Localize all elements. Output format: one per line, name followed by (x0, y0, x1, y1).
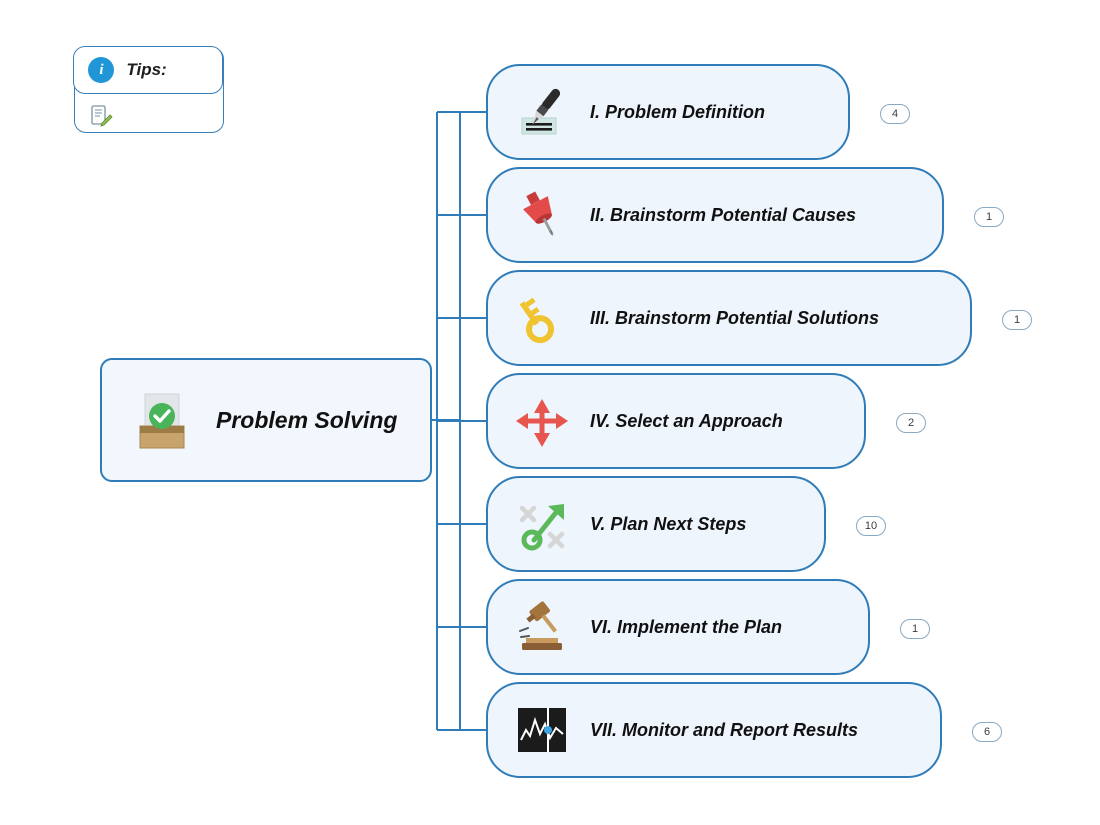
topic-label-1: I. Problem Definition (590, 101, 766, 122)
topic-node-4[interactable] (486, 373, 915, 469)
topic-label-3: III. Brainstorm Potential Solutions (590, 307, 880, 328)
inbox-check-icon (128, 386, 196, 454)
topic-node-1[interactable] (486, 64, 899, 160)
topic-node-6[interactable] (486, 579, 919, 675)
topic-badge-7[interactable]: 6 (972, 722, 1002, 742)
fountain-pen-icon (512, 82, 572, 142)
topic-badge-1[interactable]: 4 (880, 104, 910, 124)
tips-label: Tips: (126, 60, 167, 80)
tips-box[interactable] (74, 47, 224, 133)
topic-badge-5[interactable]: 10 (856, 516, 886, 536)
central-node[interactable] (100, 358, 432, 482)
topic-label-5: V. Plan Next Steps (590, 513, 747, 534)
topic-node-3[interactable] (486, 270, 1021, 366)
key-icon (512, 288, 572, 348)
central-title: Problem Solving (216, 406, 398, 433)
chart-monitor-icon (512, 700, 572, 760)
topic-badge-4[interactable]: 2 (896, 413, 926, 433)
info-icon: i (88, 57, 114, 83)
arrows-fork-icon (512, 391, 572, 451)
tips-header (73, 46, 223, 94)
topic-label-4: IV. Select an Approach (590, 410, 783, 431)
topic-node-2[interactable] (486, 167, 993, 263)
topic-node-5[interactable] (486, 476, 878, 572)
topic-badge-2[interactable]: 1 (974, 207, 1004, 227)
topic-badge-3[interactable]: 1 (1002, 310, 1032, 330)
note-document-icon (89, 104, 113, 128)
pushpin-icon (512, 185, 572, 245)
topic-node-7[interactable] (486, 682, 991, 778)
topic-label-2: II. Brainstorm Potential Causes (590, 204, 857, 225)
arrow-target-icon (512, 494, 572, 554)
gavel-icon (512, 597, 572, 657)
topic-label-6: VI. Implement the Plan (590, 616, 783, 637)
topic-label-7: VII. Monitor and Report Results (590, 719, 859, 740)
topic-badge-6[interactable]: 1 (900, 619, 930, 639)
